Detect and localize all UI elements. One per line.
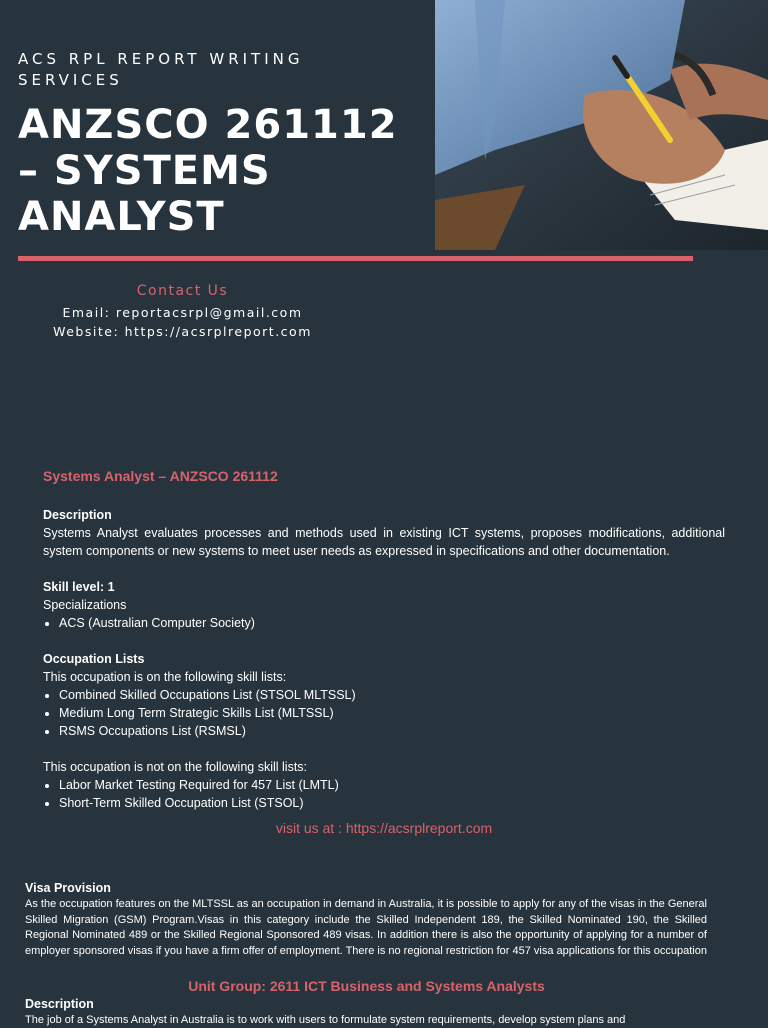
unit-description-label: Description bbox=[25, 997, 94, 1011]
occupation-lists-label: Occupation Lists bbox=[43, 652, 145, 666]
not-on-lists bbox=[43, 776, 725, 812]
list-item: • ACS (Australian Computer Society) bbox=[59, 614, 725, 632]
visit-link[interactable]: visit us at : https://acsrplreport.com bbox=[275, 820, 493, 836]
contact-email[interactable]: Email: reportacsrpl@gmail.com bbox=[62, 305, 303, 320]
document-subtitle: ACS RPL REPORT WRITING SERVICES bbox=[18, 50, 304, 89]
on-lists bbox=[43, 686, 725, 740]
not-on-lists-intro: This occupation is not on the following skill lists: bbox=[43, 760, 308, 774]
contact-heading: Contact Us bbox=[136, 283, 229, 299]
visa-label: Visa Provision bbox=[25, 881, 111, 895]
contact-block bbox=[0, 281, 365, 341]
accent-divider bbox=[18, 256, 693, 261]
document-title: ANZSCO 261112 – SYSTEMS ANALYST bbox=[18, 102, 398, 240]
unit-description-text: The job of a Systems Analyst in Australia is to work with users to formulate system requirements, develop system plans and bbox=[25, 1014, 626, 1026]
contact-website[interactable]: Website: https://acsrplreport.com bbox=[53, 324, 312, 339]
visa-text: As the occupation features on the MLTSSL as an occupation in demand in Australia, it is possible to apply for any of the visas in the General Skilled Migration (GSM) Program.Visas in this category include the Skilled Independent 189, the Skilled Nominated 190, the Skilled Regional Nominated 489 or the Skilled Regional Sponsored 489 visas. In addition there is also the opportunity of applying for a number of employer sponsored visas if you have a firm offer of employment. There is no regional restriction for 457 visa applications for this occupation bbox=[25, 898, 707, 957]
occupation-content bbox=[43, 466, 725, 812]
visa-provision bbox=[25, 880, 707, 959]
writing-hand-photo-icon bbox=[435, 0, 768, 250]
unit-group-description bbox=[25, 996, 725, 1028]
list-item: • Labor Market Testing Required for 457 List (LMTL) bbox=[59, 776, 725, 794]
description-label: Description bbox=[43, 508, 112, 522]
unit-group-title: Unit Group: 2611 ICT Business and Systems Analysts bbox=[188, 978, 545, 994]
specializations-list bbox=[43, 614, 725, 632]
list-item: • Combined Skilled Occupations List (STSOL MLTSSL) bbox=[59, 686, 725, 704]
skill-level-label: Skill level: 1 bbox=[43, 580, 115, 594]
list-item: • Medium Long Term Strategic Skills List (MLTSSL) bbox=[59, 704, 725, 722]
on-lists-intro: This occupation is on the following skill lists: bbox=[43, 670, 287, 684]
list-item: • Short-Term Skilled Occupation List (STSOL) bbox=[59, 794, 725, 812]
list-item: • RSMS Occupations List (RSMSL) bbox=[59, 722, 725, 740]
section-title: Systems Analyst – ANZSCO 261112 bbox=[43, 468, 278, 484]
specializations-label: Specializations bbox=[43, 598, 127, 612]
description-text: Systems Analyst evaluates processes and methods used in existing ICT systems, proposes modifications, additional system components or new systems to meet user needs as expressed in specifications and other documentation. bbox=[43, 526, 725, 558]
header-photo bbox=[435, 0, 768, 250]
